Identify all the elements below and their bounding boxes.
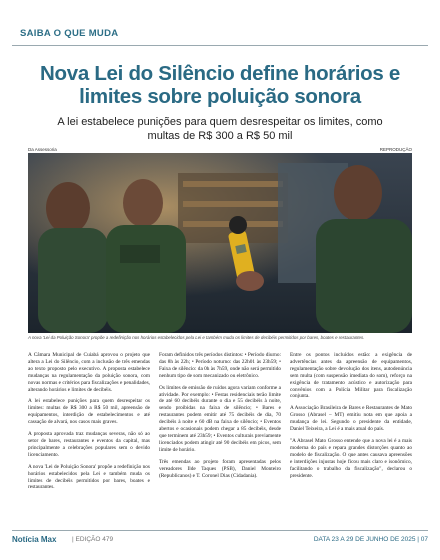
paragraph: A lei estabelece punições para quem desrespeitar os limites: multas de R$ 300 a R$ 50 mil, apreensão de equipamentos, interdição de estabelecimentos e até cassação de alvará, nos casos mais graves.: [28, 398, 150, 426]
subheadline: A lei estabelece punições para quem desrespeitar os limites, como multas de R$ 300 a R$ 50 mil: [57, 116, 383, 142]
paragraph: A proposta aprovada traz mudanças severas, não só ao setor de bares, restaurantes e eventos da capital, mas principalmente a celebrações populares sem o devido licenciamento.: [28, 431, 150, 458]
top-divider: [12, 45, 428, 46]
photo-caption: A nova 'Lei da Poluição Sonora' propõe a redefinição nos horários estabelecidos pela Lei e também muda os limites de decibéis permitidos por bares, boates e restaurantes.: [28, 335, 365, 340]
paragraph: Os limites de emissão de ruídos agora variam conforme a atividade. Por exemplo: • Festas residenciais terão limite de até 60 decibéis durante o dia e 55 decibéis à noite, sendo proibidas na faixa de silêncio; • Bares e restaurantes podem emitir até 75 decibéis de dia, 70 decibéis à noite e 60 dB na faixa de silêncio; • Eventos abertos e ocasionais podem chegar a 85 decibéis, desde que terminem até 23h59; • Eventos culturais previamente licenciados podem atingir até 90 decibéis em picos, sem limite de horário.: [159, 384, 281, 453]
article-photo: [28, 153, 412, 333]
headline: Nova Lei do Silêncio define horários e limites sobre poluição sonora: [40, 62, 400, 108]
footer-divider: [12, 530, 428, 531]
paragraph: A nova 'Lei de Poluição Sonora' propõe a redefinição nos horários estabelecidos pela Lei e também muda os limites de decibéis permitidos por bares, boates e restaurantes.: [28, 463, 150, 491]
article-column-2: [159, 352, 281, 484]
paragraph: A Associação Brasileira de Bares e Restaurantes de Mato Grosso (Abrasel – MT) emitiu nota em que apoia a mudança de lei. Segundo o presidente da entidade, Daniel Teixeira, a Lei é a mais atual do país.: [290, 405, 412, 433]
publication-name: Notícia Max: [12, 535, 57, 544]
photo-credit-right: REPRODUÇÃO: [379, 147, 412, 152]
paragraph: Foram definidos três períodos distintos: • Período diurno: das 8h às 22h; • Período noturno: das 22h01 às 23h59; • Faixa de silêncio: da 0h às 7h59, onde não será permitido nenhum tipo de som mecanizado ou eletrônico.: [159, 352, 281, 379]
article-column-1: [28, 352, 150, 496]
page-footer: [12, 535, 428, 549]
edition-number: | EDIÇÃO 479: [72, 536, 114, 543]
paragraph: Entre os pontos incluídos estão: a exigência de advertências antes da apreensão de equipamentos, regulamentação sobre devolução dos itens, autodenúncia sem multa (com suspensão imediata do som), reforço na exigência de tratamento acústico e autorização para convênios com a Polícia Militar para fiscalização conjunta.: [290, 352, 412, 400]
issue-date-page: DATA 23 A 29 DE JUNHO DE 2025 | 07: [313, 536, 428, 543]
article-body: [28, 352, 412, 529]
photo-credit-left: Da Assessoria: [28, 147, 57, 152]
paragraph: "A Abrasel Mato Grosso entende que a nova lei é a mais moderna do país e repara grandes distorções quanto ao modelo de fiscalização. O que antes causava apreensões e interdições injustas hoje ficou mais claro e isonômico, facilitando o trabalho da fiscalização", declarou o presidente.: [290, 437, 412, 479]
section-tag: SAIBA O QUE MUDA: [20, 28, 119, 39]
article-column-3: [290, 352, 412, 484]
paragraph: Três emendas ao projeto foram apresentadas pelos vereadores Ilde Taques (PSB), Daniel Monteiro (Republicanos) e T. Coronel Dias (Cidadania).: [159, 458, 281, 479]
paragraph: A Câmara Municipal de Cuiabá aprovou o projeto que altera a Lei do Silêncio, com a inclusão de três emendas ao texto proposto pelo executivo. A proposta estabelece mudanças na regulamentação da poluição sonora, com novas normas e critérios para fiscalizações e penalidades, alterando horários e limites de decibéis.: [28, 352, 150, 393]
section-header-bar: [12, 24, 428, 45]
